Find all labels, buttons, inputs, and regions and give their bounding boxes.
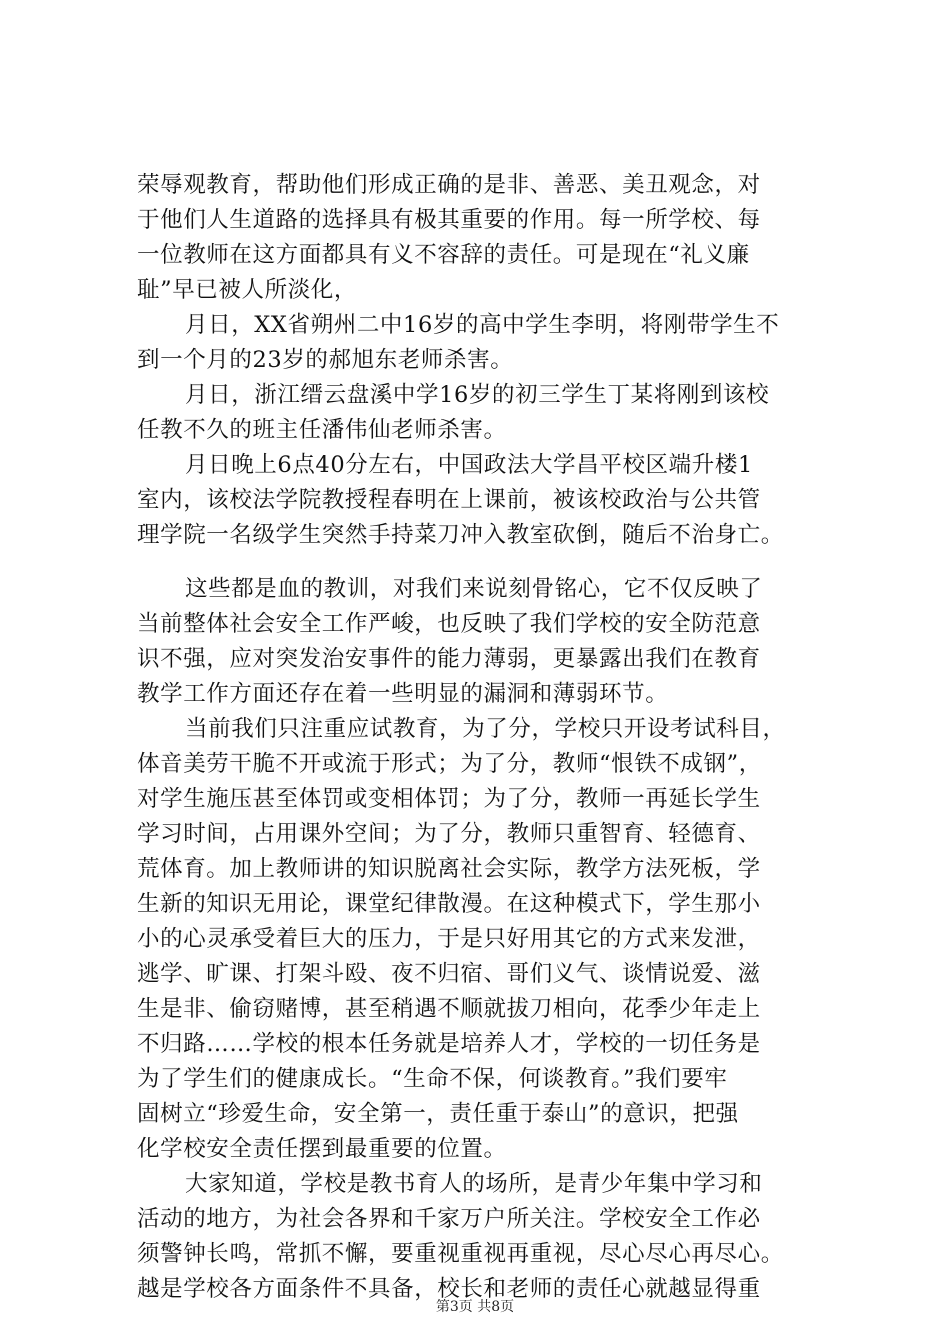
- text-line: 理学院一名级学生突然手持菜刀冲入教室砍倒，随后不治身亡。: [137, 522, 784, 548]
- text-line: 逃学、旷课、打架斗殴、夜不归宿、哥们义气、谈情说爱、滋: [137, 961, 761, 987]
- text-line: 须警钟长鸣，常抓不懈，要重视重视再重视，尽心尽心再尽心。: [137, 1241, 784, 1267]
- text-line: 耻”早已被人所淡化，: [137, 277, 358, 303]
- text-line: 学习时间，占用课外空间；为了分，教师只重智育、轻德育、: [137, 821, 761, 847]
- text-line: 大家知道，学校是教书育人的场所，是青少年集中学习和: [185, 1171, 763, 1197]
- text-line: 任教不久的班主任潘伟仙老师杀害。: [137, 417, 507, 443]
- text-line: 一位教师在这方面都具有义不容辞的责任。可是现在“礼义廉: [137, 242, 750, 268]
- text-line: 对学生施压甚至体罚或变相体罚；为了分，教师一再延长学生: [137, 786, 761, 812]
- text-line: 化学校安全责任摆到最重要的位置。: [137, 1136, 507, 1162]
- text-line: 室内，该校法学院教授程春明在上课前，被该校政治与公共管: [137, 487, 761, 513]
- text-line: 为了学生们的健康成长。“生命不保，何谈教育。”我们要牢: [137, 1066, 728, 1092]
- text-line: 当前我们只注重应试教育，为了分，学校只开设考试科目，: [185, 716, 786, 742]
- text-line: 荒体育。加上教师讲的知识脱离社会实际，教学方法死板，学: [137, 856, 761, 882]
- text-line: 小的心灵承受着巨大的压力，于是只好用其它的方式来发泄，: [137, 926, 761, 952]
- text-line: 荣辱观教育，帮助他们形成正确的是非、善恶、美丑观念，对: [137, 172, 761, 198]
- page-footer: 第3页 共8页: [435, 1299, 515, 1315]
- text-line: 月日，XX省朔州二中16岁的高中学生李明，将刚带学生不: [185, 312, 780, 338]
- text-line: 体音美劳干脆不开或流于形式；为了分，教师“恨铁不成钢”，: [137, 751, 762, 777]
- text-line: 固树立“珍爱生命，安全第一，责任重于泰山”的意识，把强: [137, 1101, 739, 1127]
- text-line: 越是学校各方面条件不具备，校长和老师的责任心就越显得重: [137, 1276, 761, 1302]
- text-line: 生新的知识无用论，课堂纪律散漫。在这种模式下，学生那小: [137, 891, 761, 917]
- text-line: 生是非、偷窃赌博，甚至稍遇不顺就拔刀相向，花季少年走上: [137, 996, 761, 1022]
- text-line: 教学工作方面还存在着一些明显的漏洞和薄弱环节。: [137, 681, 669, 707]
- text-line: 不归路……学校的根本任务就是培养人才，学校的一切任务是: [137, 1031, 761, 1057]
- text-line: 识不强，应对突发治安事件的能力薄弱，更暴露出我们在教育: [137, 646, 761, 672]
- text-line: 这些都是血的教训，对我们来说刻骨铭心，它不仅反映了: [185, 576, 763, 602]
- text-line: 活动的地方，为社会各界和千家万户所关注。学校安全工作必: [137, 1206, 761, 1232]
- text-line: 月日晚上6点40分左右，中国政法大学昌平校区端升楼1: [185, 452, 753, 478]
- text-line: 于他们人生道路的选择具有极其重要的作用。每一所学校、每: [137, 207, 761, 233]
- text-line: 到一个月的23岁的郝旭东老师杀害。: [137, 347, 514, 373]
- text-line: 当前整体社会安全工作严峻，也反映了我们学校的安全防范意: [137, 611, 761, 637]
- text-line: 月日，浙江缙云盘溪中学16岁的初三学生丁某将刚到该校: [185, 382, 770, 408]
